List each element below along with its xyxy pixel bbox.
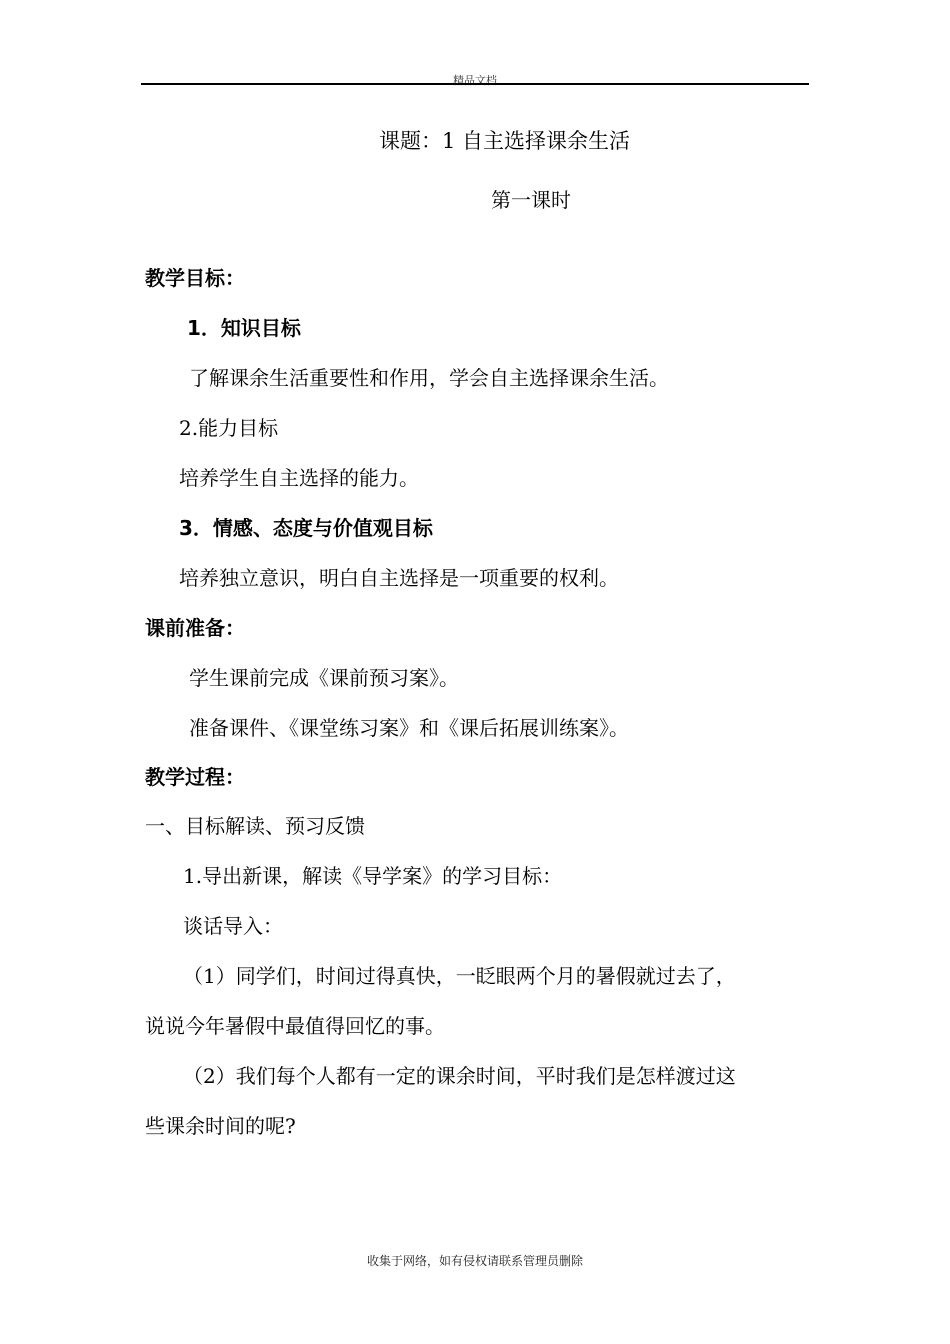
header-divider <box>141 83 809 85</box>
question2-line1: （2）我们每个人都有一定的课余时间，平时我们是怎样渡过这 <box>183 1064 736 1088</box>
goal2-text: 培养学生自主选择的能力。 <box>179 466 419 490</box>
question1-line2: 说说今年暑假中最值得回忆的事。 <box>145 1014 445 1038</box>
step1-text: 1.导出新课，解读《导学案》的学习目标： <box>183 864 563 888</box>
goal2-heading: 2.能力目标 <box>179 416 279 440</box>
question1-line1: （1）同学们，时间过得真快，一眨眼两个月的暑假就过去了， <box>183 964 736 988</box>
prep-line-1: 学生课前完成《课前预习案》。 <box>189 666 459 690</box>
lesson-title: 课题：1 自主选择课余生活 <box>379 129 631 153</box>
intro-label: 谈话导入： <box>183 914 283 938</box>
section1-heading: 一、目标解读、预习反馈 <box>145 814 365 838</box>
teaching-goals-heading: 教学目标： <box>145 266 245 290</box>
question2-line2: 些课余时间的呢? <box>145 1114 296 1138</box>
page-footer: 收集于网络，如有侵权请联系管理员删除 <box>366 1254 583 1268</box>
goal1-heading: 1．知识目标 <box>187 316 301 340</box>
process-heading: 教学过程： <box>145 765 245 789</box>
goal3-text: 培养独立意识，明白自主选择是一项重要的权利。 <box>179 566 619 590</box>
lesson-subtitle: 第一课时 <box>491 188 571 212</box>
goal1-text: 了解课余生活重要性和作用，学会自主选择课余生活。 <box>189 366 669 390</box>
prep-line-2: 准备课件、《课堂练习案》和《课后拓展训练案》。 <box>189 716 629 740</box>
page-header: 精品文档 <box>453 74 497 87</box>
prep-heading: 课前准备： <box>145 616 245 640</box>
goal3-heading: 3．情感、态度与价值观目标 <box>179 516 433 540</box>
